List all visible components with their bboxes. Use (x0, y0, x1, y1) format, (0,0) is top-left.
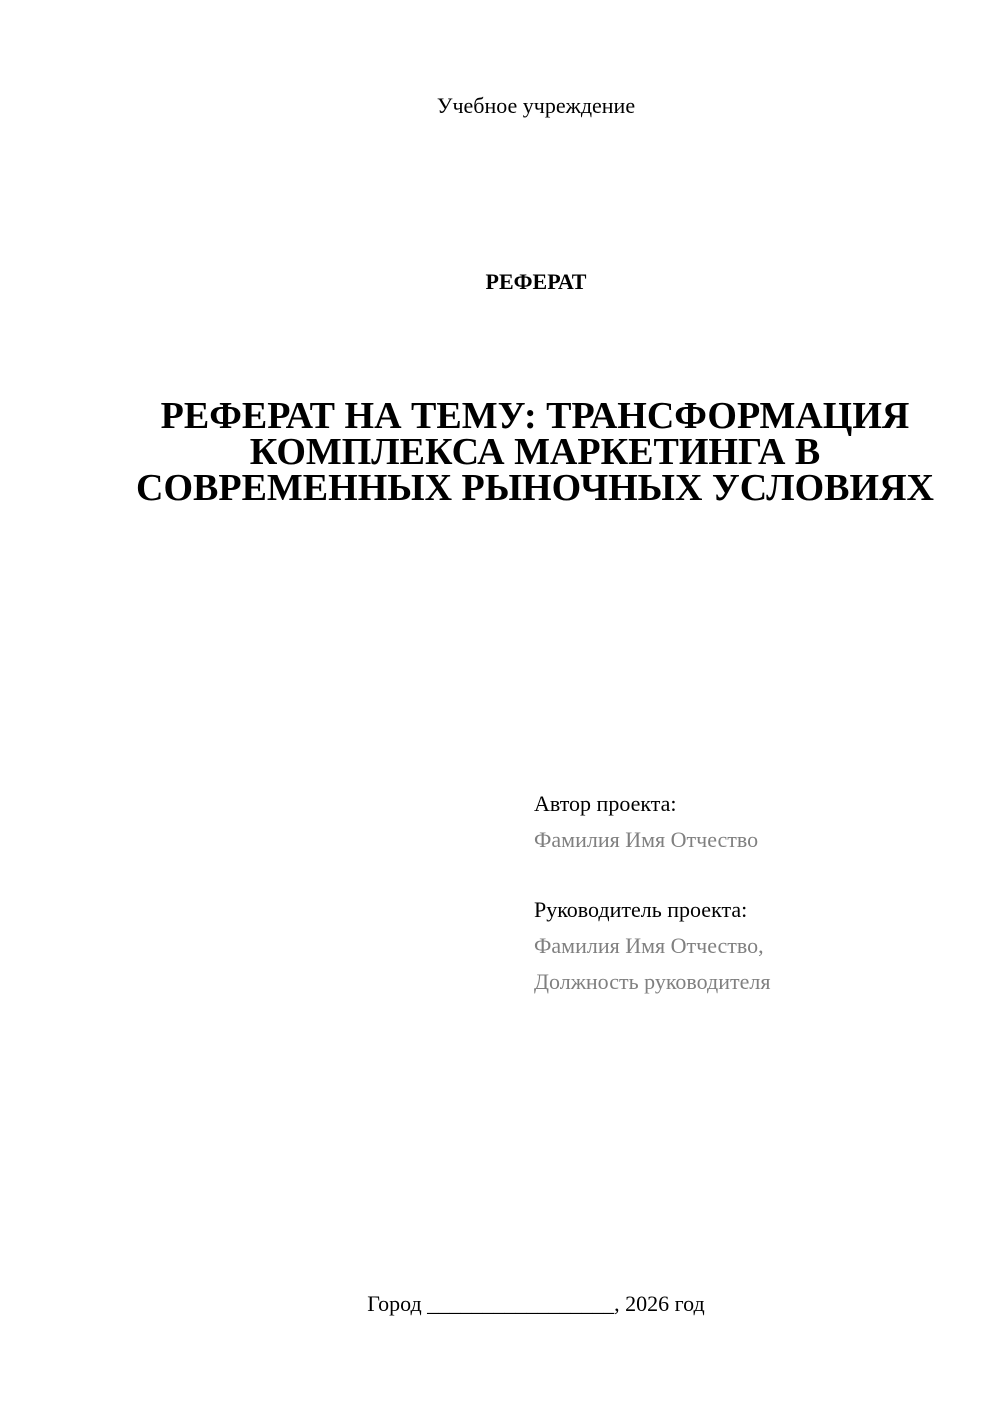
supervisor-label: Руководитель проекта: (534, 897, 748, 922)
document-title: РЕФЕРАТ НА ТЕМУ: ТРАНСФОРМАЦИЯ КОМПЛЕКСА МАРКЕТИНГА В СОВРЕМЕННЫХ РЫНОЧНЫХ УСЛОВИЯХ (136, 395, 934, 509)
author-label: Автор проекта: (534, 791, 677, 816)
supervisor-position: Должность руководителя (534, 969, 771, 994)
document-type: РЕФЕРАТ (485, 269, 587, 294)
institution-name: Учебное учреждение (436, 93, 636, 118)
supervisor-block (534, 892, 974, 1000)
city-year-line: Город _________________, 2026 год (367, 1291, 705, 1316)
author-block (534, 786, 974, 858)
supervisor-name: Фамилия Имя Отчество, (534, 933, 764, 958)
author-name: Фамилия Имя Отчество (534, 827, 759, 852)
